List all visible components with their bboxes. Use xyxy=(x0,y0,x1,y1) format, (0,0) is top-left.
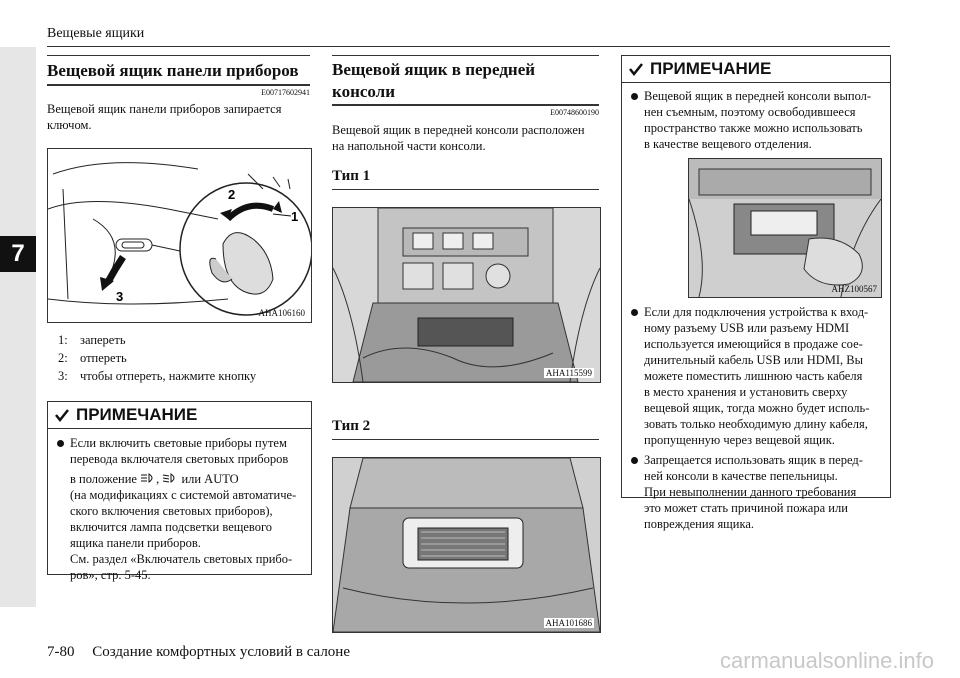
subsection-rule xyxy=(332,439,599,440)
callout-1: 1 xyxy=(291,209,299,224)
section-text: Вещевой ящик в передней консоли расположен на напольной части консоли. xyxy=(332,123,585,153)
check-icon xyxy=(54,407,70,423)
figure-dash-glovebox xyxy=(47,148,312,323)
note-box xyxy=(47,401,312,582)
legend-item: 2: отпереть xyxy=(58,351,127,365)
chapter-tab-number: 7 xyxy=(0,236,36,272)
legend-item: 1: запереть xyxy=(58,333,126,347)
legend-item: 3: чтобы отпереть, нажмите кнопку xyxy=(58,369,257,383)
note-box-console xyxy=(621,55,891,531)
page-footer xyxy=(47,644,364,661)
bullet-dot xyxy=(631,457,638,464)
page-number: 7-80 xyxy=(47,644,75,660)
low-beam-icon xyxy=(162,472,178,484)
callout-3: 3 xyxy=(116,289,124,304)
bullet-dot xyxy=(631,309,638,316)
subsection-rule xyxy=(332,189,599,190)
section-title-dash-box: Вещевой ящик панели приборов xyxy=(47,61,299,80)
section-text: Вещевой ящик панели приборов запирается ключом. xyxy=(47,102,282,132)
figure-console-removed-box xyxy=(688,158,882,298)
section-rule-top xyxy=(47,55,310,56)
figure-code: AHA115599 xyxy=(545,368,592,378)
figure-console-type-1 xyxy=(332,207,601,383)
console-removed-illustration xyxy=(689,159,881,297)
figure-code: AHA101686 xyxy=(545,618,592,628)
type-1-label: Тип 1 xyxy=(332,168,371,184)
figure-code: AHA106160 xyxy=(258,308,305,318)
figure-code: AHZ100567 xyxy=(831,284,877,294)
section-code: E00717602941 xyxy=(261,88,310,97)
note-heading: ПРИМЕЧАНИЕ xyxy=(622,56,890,83)
check-icon xyxy=(628,61,644,77)
type-2-label: Тип 2 xyxy=(332,418,371,434)
bullet-dot xyxy=(57,440,64,447)
note-bullet: Если для подключения устройства к вход- ному разъему USB или разъему HDMI используется имеющийся в продаже сое- динительный кабель USB или HDMI, Вы можете поместить лишнюю часть кабеля в место хранения и установить сверху вещевой ящик, тогда можно будет исполь- зовать только необходимую длину кабеля, пропущенную через вещевой ящик. xyxy=(628,304,884,448)
callout-2: 2 xyxy=(228,187,236,202)
headlight-icon xyxy=(140,472,156,484)
chapter-name: Создание комфортных условий в салоне xyxy=(92,644,350,660)
console-type-2-illustration xyxy=(333,458,600,632)
section-code: E00748600190 xyxy=(550,108,599,117)
chapter-tab-strip xyxy=(0,47,36,607)
section-rule-bottom xyxy=(332,104,599,106)
section-title-console-box: Вещевой ящик в передней консоли xyxy=(332,60,536,101)
note-bullet: Вещевой ящик в передней консоли выпол- нен съемным, поэтому освободившееся пространство также можно использовать в качестве вещевого отделения. xyxy=(628,88,884,152)
figure-console-type-2 xyxy=(332,457,601,633)
console-type-1-illustration xyxy=(333,208,600,382)
note-heading: ПРИМЕЧАНИЕ xyxy=(48,402,311,429)
note-bullet: Запрещается использовать ящик в перед- ней консоли в качестве пепельницы. При невыполнении данного требования это может стать причиной пожара или повреждения ящика. xyxy=(628,452,884,532)
figure-legend xyxy=(58,332,308,384)
bullet-dot xyxy=(631,93,638,100)
glovebox-illustration xyxy=(48,149,311,322)
header-rule xyxy=(47,46,890,47)
section-rule-top xyxy=(332,55,599,56)
watermark: carmanualsonline.info xyxy=(719,648,934,673)
section-rule-bottom xyxy=(47,84,310,86)
running-header: Вещевые ящики xyxy=(47,26,145,41)
note-bullet: Если включить световые приборы путем перевода включателя световых приборов в положение , или AUTO (на модификациях с системой автоматиче- ского включения световых приборов), включится лампа подсветки вещевого ящика панели приборов. См. раздел «Включатель световых прибо- ров», стр. 5-45. xyxy=(54,435,305,583)
